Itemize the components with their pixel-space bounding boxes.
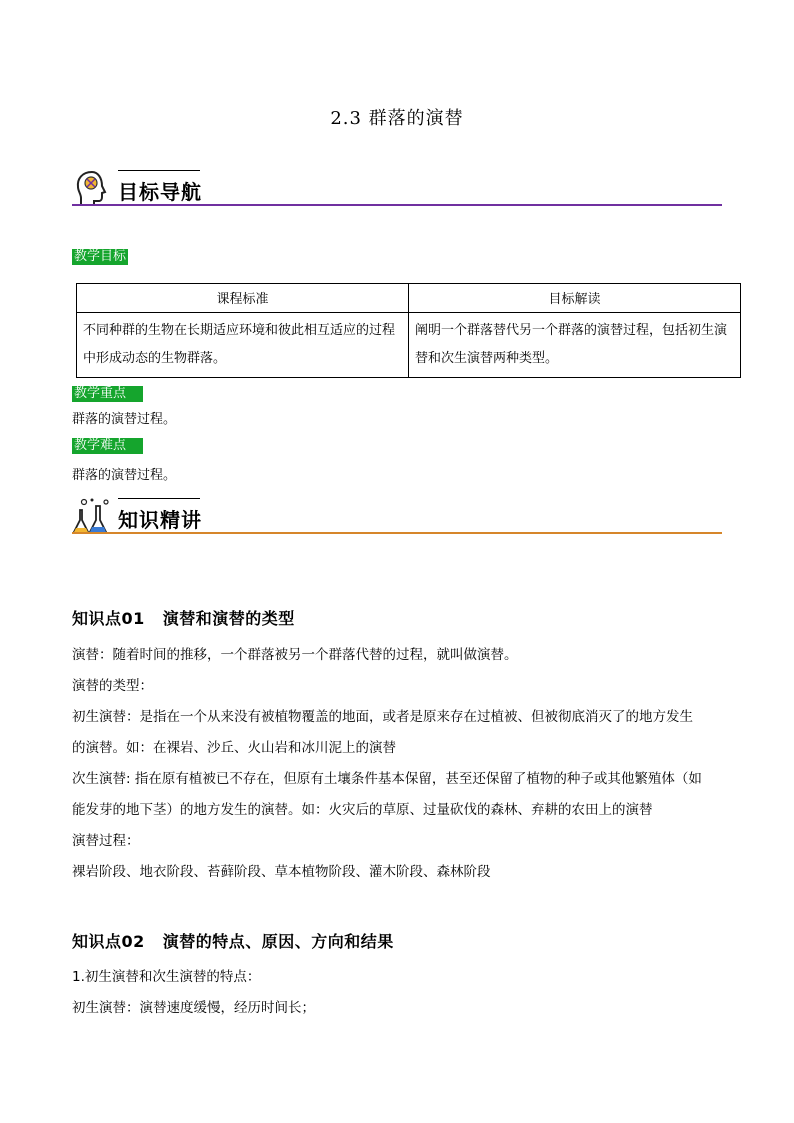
header-top-line — [118, 170, 200, 171]
paragraph-line: 初生演替：演替速度缓慢，经历时间长； — [72, 1000, 315, 1016]
paragraph-line: 能发芽的地下茎）的地方发生的演替。如：火灾后的草原、过量砍伐的森林、弃耕的农田上的演替 — [72, 802, 653, 818]
knowledge-point-body — [72, 640, 727, 888]
knowledge-point-heading: 演替和演替的类型 — [162, 609, 295, 628]
section-header-nav — [72, 168, 722, 212]
section-label-nav: 目标导航 — [118, 180, 202, 204]
paragraph-line: 的演替。如：在裸岩、沙丘、火山岩和冰川泥上的演替 — [72, 740, 396, 756]
knowledge-point-number: 知识点01 — [72, 609, 145, 628]
header-rule — [72, 532, 722, 534]
knowledge-point-heading: 演替的特点、原因、方向和结果 — [162, 932, 394, 951]
brain-head-icon — [72, 168, 112, 208]
knowledge-point-title — [72, 606, 295, 629]
page-title: 2.3 群落的演替 — [330, 108, 464, 129]
lab-flask-icon — [72, 496, 112, 536]
table-header-cell: 课程标准 — [77, 284, 409, 313]
section-label-knowledge: 知识精讲 — [118, 508, 202, 532]
focus-text: 群落的演替过程。 — [72, 412, 177, 427]
tag-teaching-difficulty: 教学难点 — [72, 438, 143, 454]
section-header-knowledge — [72, 496, 722, 540]
paragraph-line: 演替过程： — [72, 833, 140, 849]
table-cell: 阐明一个群落替代另一个群落的演替过程，包括初生演替和次生演替两种类型。 — [409, 313, 741, 378]
paragraph-line: 次生演替: 指在原有植被已不存在，但原有土壤条件基本保留，甚至还保留了植物的种子或其他繁殖体（如 — [72, 771, 702, 787]
knowledge-point-title — [72, 929, 394, 952]
paragraph-line: 裸岩阶段、地衣阶段、苔藓阶段、草本植物阶段、灌木阶段、森林阶段 — [72, 864, 491, 880]
tag-teaching-goals: 教学目标 — [74, 249, 127, 264]
paragraph-line: 演替的类型： — [72, 678, 153, 694]
table-row — [77, 313, 741, 378]
header-rule — [72, 204, 722, 206]
knowledge-point-body — [72, 962, 727, 1024]
table-header-cell: 目标解读 — [409, 284, 741, 313]
tag-teaching-focus: 教学重点 — [72, 386, 143, 402]
knowledge-point-number: 知识点02 — [72, 932, 145, 951]
difficulty-text: 群落的演替过程。 — [72, 468, 177, 483]
paragraph-line: 演替：随着时间的推移，一个群落被另一个群落代替的过程，就叫做演替。 — [72, 647, 518, 663]
paragraph-line: 初生演替：是指在一个从来没有被植物覆盖的地面，或者是原来存在过植被、但被彻底消灭了的地方发生 — [72, 709, 693, 725]
paragraph-line: 1.初生演替和次生演替的特点： — [72, 969, 261, 985]
table-header-row — [77, 284, 741, 313]
header-top-line — [118, 498, 200, 499]
goals-table — [76, 283, 741, 378]
table-cell: 不同种群的生物在长期适应环境和彼此相互适应的过程中形成动态的生物群落。 — [77, 313, 409, 378]
